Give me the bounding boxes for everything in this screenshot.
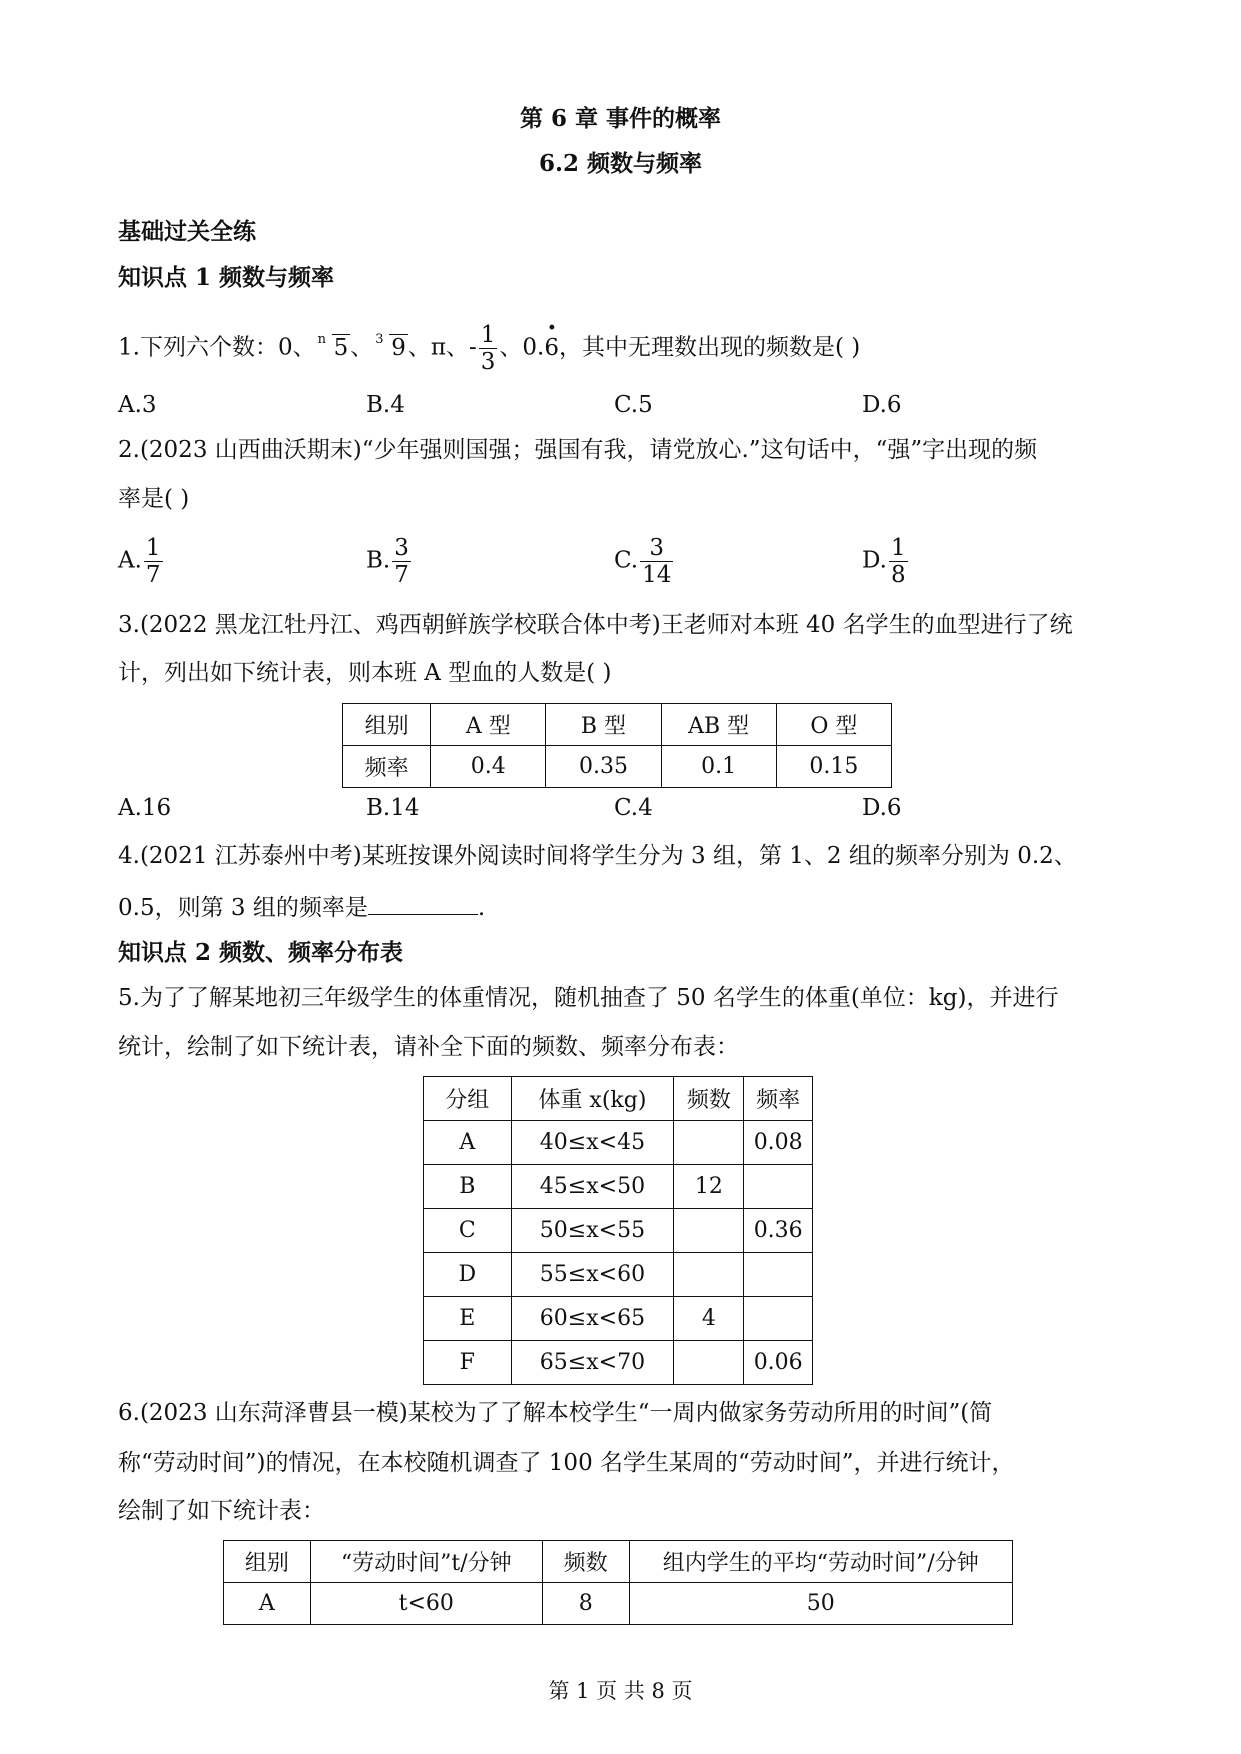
q1-option-d: D.6 bbox=[862, 392, 902, 418]
q2-option-b: B. $\frac{3}{7}$ bbox=[366, 535, 409, 588]
q3-option-a: A.16 bbox=[118, 795, 172, 821]
table-cell: 65≤x<70 bbox=[511, 1341, 674, 1385]
table-cell: AB 型 bbox=[661, 704, 776, 746]
question-5-line-1: 5.为了了解某地初三年级学生的体重情况，随机抽查了 50 名学生的体重(单位：kg)，并进行 bbox=[118, 985, 1059, 1011]
question-4-line-2: 0.5，则第 3 组的频率是 . bbox=[118, 890, 485, 923]
table-cell bbox=[674, 1253, 744, 1297]
table-cell: B 型 bbox=[546, 704, 661, 746]
answer-blank[interactable] bbox=[368, 890, 478, 915]
table-cell bbox=[674, 1341, 744, 1385]
q2-option-c: C. $\frac{3}{14}$ bbox=[614, 535, 672, 588]
table-cell: A 型 bbox=[431, 704, 546, 746]
question-2-line-2: 率是( ) bbox=[118, 486, 190, 512]
knowledge-point-2: 知识点 2 频数、频率分布表 bbox=[118, 939, 404, 966]
table-cell: 0.36 bbox=[744, 1209, 813, 1253]
q3-option-c: C.4 bbox=[614, 795, 653, 821]
table-cell bbox=[744, 1297, 813, 1341]
table-cell: 组别 bbox=[343, 704, 431, 746]
part-title: 基础过关全练 bbox=[118, 218, 256, 245]
table-cell: 0.06 bbox=[744, 1341, 813, 1385]
table-cell: 0.1 bbox=[661, 746, 776, 788]
table-cell: 0.35 bbox=[546, 746, 661, 788]
blood-type-table bbox=[342, 703, 892, 788]
table-header-row bbox=[424, 1077, 813, 1121]
q1-option-c: C.5 bbox=[614, 392, 653, 418]
q2-option-d: D. $\frac{1}{8}$ bbox=[862, 535, 906, 588]
table-cell: 频数 bbox=[542, 1541, 629, 1583]
knowledge-point-1: 知识点 1 频数与频率 bbox=[118, 264, 335, 291]
q3-option-b: B.14 bbox=[366, 795, 420, 821]
table-cell: “劳动时间”t/分钟 bbox=[310, 1541, 542, 1583]
question-2-line-1: 2.(2023 山西曲沃期末)“少年强则国强；强国有我，请党放心.”这句话中，“强”字出现的频 bbox=[118, 437, 1038, 463]
table-cell: 频率 bbox=[343, 746, 431, 788]
table-cell: C bbox=[424, 1209, 512, 1253]
question-6-line-1: 6.(2023 山东菏泽曹县一模)某校为了了解本校学生“一周内做家务劳动所用的时间”(简 bbox=[118, 1400, 993, 1426]
q3-option-d: D.6 bbox=[862, 795, 902, 821]
table-cell: 体重 x(kg) bbox=[511, 1077, 674, 1121]
question-6-line-2: 称“劳动时间”)的情况，在本校随机调查了 100 名学生某周的“劳动时间”，并进行统计， bbox=[118, 1450, 1015, 1476]
table-row bbox=[224, 1583, 1013, 1625]
table-cell: 组内学生的平均“劳动时间”/分钟 bbox=[629, 1541, 1012, 1583]
table-cell bbox=[674, 1209, 744, 1253]
table-cell: B bbox=[424, 1165, 512, 1209]
table-row bbox=[343, 746, 892, 788]
table-row bbox=[424, 1341, 813, 1385]
table-cell: 0.4 bbox=[431, 746, 546, 788]
table-cell: 40≤x<45 bbox=[511, 1121, 674, 1165]
table-header-row bbox=[224, 1541, 1013, 1583]
table-row bbox=[424, 1253, 813, 1297]
table-cell: F bbox=[424, 1341, 512, 1385]
table-cell: t<60 bbox=[310, 1583, 542, 1625]
q2-option-a: A. $\frac{1}{7}$ bbox=[118, 535, 161, 588]
labor-time-table bbox=[223, 1540, 1013, 1625]
table-header-row bbox=[343, 704, 892, 746]
table-cell: 45≤x<50 bbox=[511, 1165, 674, 1209]
weight-distribution-table bbox=[423, 1076, 813, 1385]
question-4-line-1: 4.(2021 江苏泰州中考)某班按课外阅读时间将学生分为 3 组，第 1、2 组的频率分别为 0.2、 bbox=[118, 843, 1077, 869]
table-row bbox=[424, 1165, 813, 1209]
table-cell bbox=[744, 1253, 813, 1297]
question-1: 1.下列六个数：0、 n 5、 3 9、π、- $\frac{1}{3}$ 、0.· 6，其中无理数出现的频数是( ) bbox=[118, 322, 860, 375]
question-6-line-3: 绘制了如下统计表： bbox=[118, 1498, 325, 1524]
table-row bbox=[424, 1209, 813, 1253]
question-3-line-1: 3.(2022 黑龙江牡丹江、鸡西朝鲜族学校联合体中考)王老师对本班 40 名学生的血型进行了统 bbox=[118, 612, 1073, 638]
table-cell: 60≤x<65 bbox=[511, 1297, 674, 1341]
table-cell: 频数 bbox=[674, 1077, 744, 1121]
table-cell: D bbox=[424, 1253, 512, 1297]
page-footer: 第 1 页 共 8 页 bbox=[548, 1679, 693, 1703]
table-cell bbox=[744, 1165, 813, 1209]
table-cell: 4 bbox=[674, 1297, 744, 1341]
table-cell bbox=[674, 1121, 744, 1165]
table-cell: 50≤x<55 bbox=[511, 1209, 674, 1253]
table-cell: 分组 bbox=[424, 1077, 512, 1121]
table-cell: 12 bbox=[674, 1165, 744, 1209]
table-cell: 0.15 bbox=[776, 746, 891, 788]
q1-option-a: A.3 bbox=[118, 392, 157, 418]
table-cell: 55≤x<60 bbox=[511, 1253, 674, 1297]
table-row bbox=[424, 1297, 813, 1341]
table-cell: 8 bbox=[542, 1583, 629, 1625]
table-cell: O 型 bbox=[776, 704, 891, 746]
table-cell: A bbox=[224, 1583, 311, 1625]
chapter-title: 第 6 章 事件的概率 bbox=[519, 105, 722, 132]
table-cell: 0.08 bbox=[744, 1121, 813, 1165]
question-5-line-2: 统计，绘制了如下统计表，请补全下面的频数、频率分布表： bbox=[118, 1034, 739, 1060]
table-cell: E bbox=[424, 1297, 512, 1341]
question-3-line-2: 计，列出如下统计表，则本班 A 型血的人数是( ) bbox=[118, 660, 612, 686]
table-cell: A bbox=[424, 1121, 512, 1165]
q1-option-b: B.4 bbox=[366, 392, 405, 418]
table-cell: 50 bbox=[629, 1583, 1012, 1625]
table-row bbox=[424, 1121, 813, 1165]
table-cell: 频率 bbox=[744, 1077, 813, 1121]
section-title: 6.2 频数与频率 bbox=[538, 150, 703, 177]
table-cell: 组别 bbox=[224, 1541, 311, 1583]
